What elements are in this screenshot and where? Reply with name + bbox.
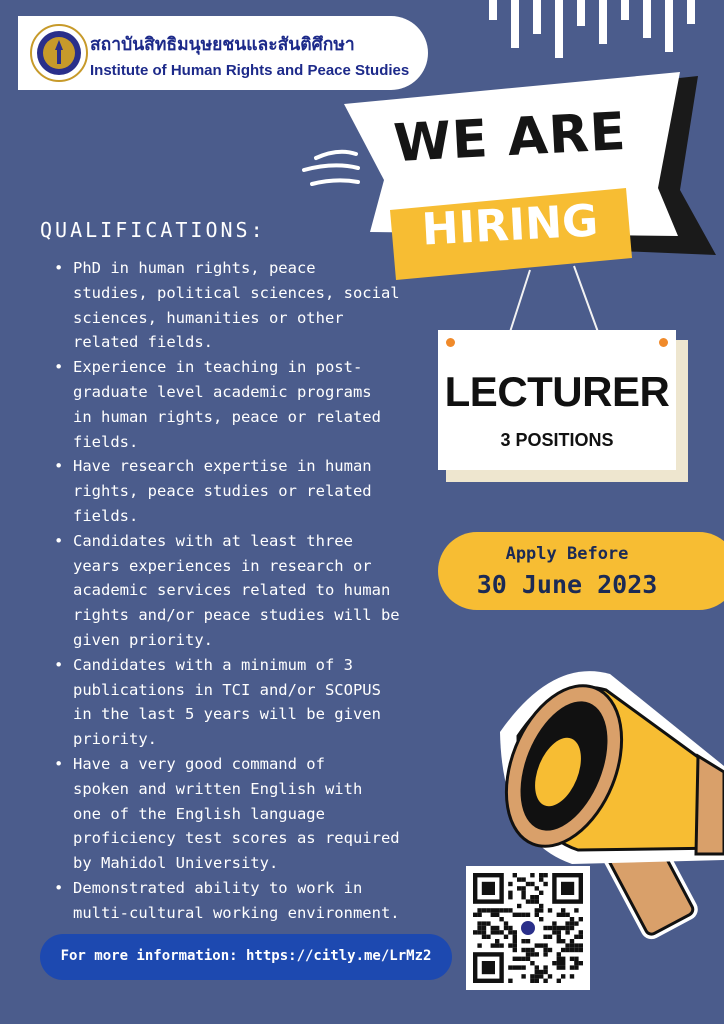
qualification-line: • Demonstrated ability to work in [73, 878, 363, 897]
qualification-line: related fields. [73, 333, 213, 352]
pin-icon [446, 338, 455, 347]
qualification-line: priority. [73, 730, 157, 749]
qualification-item [50, 256, 425, 355]
banner-hiring: HIRING [420, 195, 600, 256]
institute-name-thai: สถาบันสิทธิมนุษยชนและสันติศึกษา [90, 35, 355, 55]
qr-code-icon [466, 866, 590, 990]
qualification-line: studies, political sciences, social [73, 283, 400, 302]
deadline-pill [438, 532, 724, 610]
deadline-label: Apply Before [505, 544, 629, 564]
qualification-item [50, 529, 425, 653]
qualification-line: multi-cultural working environment. [73, 903, 400, 922]
pin-icon [659, 338, 668, 347]
qualification-line: fields. [73, 506, 139, 525]
qualification-item [50, 752, 425, 876]
qualification-line: • Candidates with a minimum of 3 [73, 655, 353, 674]
qualification-line: given priority. [73, 630, 213, 649]
decorative-stripes [489, 0, 714, 60]
qualification-line: spoken and written English with [73, 779, 363, 798]
qualification-line: rights and/or peace studies will be [73, 606, 400, 625]
qualification-line: one of the English language [73, 804, 325, 823]
qualification-item [50, 454, 425, 528]
qualification-item [50, 355, 425, 454]
qualification-line: publications in TCI and/or SCOPUS [73, 680, 381, 699]
institute-name-english: Institute of Human Rights and Peace Studies [90, 62, 410, 79]
institute-seal-icon [30, 24, 88, 82]
qualification-line: rights, peace studies or related [73, 482, 372, 501]
qualifications-list [50, 256, 425, 926]
qualification-line: • Candidates with at least three [73, 531, 353, 550]
position-count: 3 POSITIONS [500, 430, 614, 450]
qualification-line: • PhD in human rights, peace [73, 259, 316, 277]
qualifications-title: QUALIFICATIONS: [40, 218, 266, 242]
qualification-item [50, 653, 425, 752]
qr-code[interactable] [466, 866, 590, 990]
qualification-line: by Mahidol University. [73, 854, 279, 873]
qualification-line: • Have a very good command of [73, 754, 325, 773]
more-info-text: For more information: https://citly.me/LrMz2 [60, 948, 432, 964]
deadline-date: 30 June 2023 [476, 570, 658, 599]
qualification-line: graduate level academic programs [73, 382, 372, 401]
qualification-line: academic services related to human [73, 581, 391, 600]
qualification-line: proficiency test scores as required [73, 829, 400, 848]
qualification-item [50, 876, 425, 926]
banner-we-are: WE ARE [392, 101, 628, 175]
qualification-line: • Experience in teaching in post- [73, 358, 363, 377]
qualification-line: sciences, humanities or other [73, 308, 344, 327]
more-info-link[interactable] [40, 934, 452, 980]
qualification-line: in the last 5 years will be given [73, 705, 381, 724]
position-card [438, 330, 676, 470]
qualification-line: • Have research expertise in human [73, 457, 372, 476]
qualification-line: in human rights, peace or related [73, 407, 381, 426]
qualification-line: fields. [73, 432, 139, 451]
position-title: LECTURER [444, 368, 670, 415]
qualification-line: years experiences in research or [73, 556, 372, 575]
